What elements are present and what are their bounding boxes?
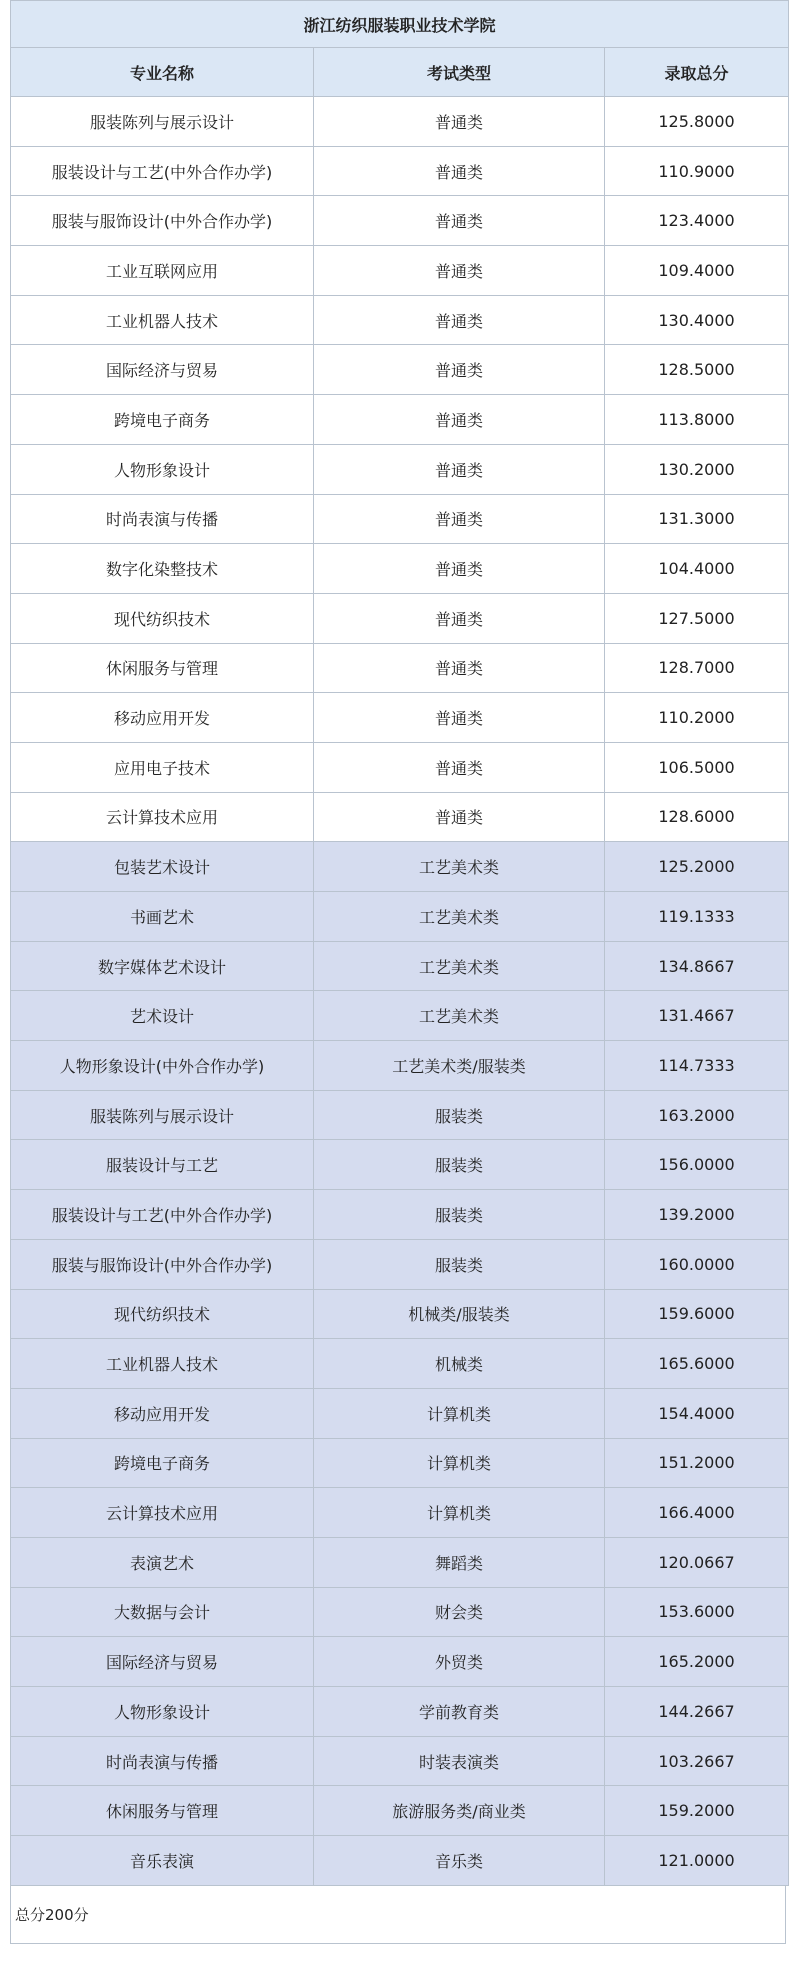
- exam-type-cell: 外贸类: [314, 1637, 605, 1687]
- exam-type-cell: 学前教育类: [314, 1687, 605, 1737]
- total-score-cell: 110.2000: [605, 693, 789, 743]
- exam-type-cell: 普通类: [314, 295, 605, 345]
- major-name-cell: 人物形象设计: [11, 444, 314, 494]
- major-name-cell: 时尚表演与传播: [11, 494, 314, 544]
- exam-type-cell: 普通类: [314, 444, 605, 494]
- table-row: [11, 1488, 789, 1538]
- total-score-cell: 125.8000: [605, 97, 789, 147]
- exam-type-cell: 服装类: [314, 1090, 605, 1140]
- exam-type-cell: 普通类: [314, 593, 605, 643]
- table-row: [11, 97, 789, 147]
- major-name-cell: 现代纺织技术: [11, 1289, 314, 1339]
- exam-type-cell: 旅游服务类/商业类: [314, 1786, 605, 1836]
- table-row: [11, 1736, 789, 1786]
- major-name-cell: 工业机器人技术: [11, 1339, 314, 1389]
- table-row: [11, 1190, 789, 1240]
- table-row: [11, 1140, 789, 1190]
- header-exam-type: 考试类型: [314, 48, 605, 97]
- table-row: [11, 593, 789, 643]
- major-name-cell: 休闲服务与管理: [11, 643, 314, 693]
- table-row: [11, 941, 789, 991]
- total-score-cell: 151.2000: [605, 1438, 789, 1488]
- exam-type-cell: 工艺美术类: [314, 941, 605, 991]
- table-row: [11, 1438, 789, 1488]
- total-score-cell: 106.5000: [605, 742, 789, 792]
- exam-type-cell: 时装表演类: [314, 1736, 605, 1786]
- major-name-cell: 跨境电子商务: [11, 395, 314, 445]
- major-name-cell: 数字化染整技术: [11, 544, 314, 594]
- major-name-cell: 工业互联网应用: [11, 246, 314, 296]
- major-name-cell: 现代纺织技术: [11, 593, 314, 643]
- exam-type-cell: 普通类: [314, 97, 605, 147]
- major-name-cell: 书画艺术: [11, 892, 314, 942]
- exam-type-cell: 普通类: [314, 742, 605, 792]
- total-score-cell: 144.2667: [605, 1687, 789, 1737]
- major-name-cell: 人物形象设计(中外合作办学): [11, 1041, 314, 1091]
- total-score-cell: 127.5000: [605, 593, 789, 643]
- exam-type-cell: 财会类: [314, 1587, 605, 1637]
- exam-type-cell: 服装类: [314, 1239, 605, 1289]
- major-name-cell: 包装艺术设计: [11, 842, 314, 892]
- table-row: [11, 892, 789, 942]
- major-name-cell: 休闲服务与管理: [11, 1786, 314, 1836]
- major-name-cell: 服装设计与工艺: [11, 1140, 314, 1190]
- major-name-cell: 表演艺术: [11, 1537, 314, 1587]
- table-title: 浙江纺织服装职业技术学院: [11, 1, 789, 48]
- total-score-cell: 128.5000: [605, 345, 789, 395]
- exam-type-cell: 计算机类: [314, 1438, 605, 1488]
- table-row: [11, 1836, 789, 1886]
- table-title-row: [11, 1, 789, 48]
- total-score-cell: 130.4000: [605, 295, 789, 345]
- exam-type-cell: 音乐类: [314, 1836, 605, 1886]
- table-row: [11, 991, 789, 1041]
- table-row: [11, 1587, 789, 1637]
- major-name-cell: 音乐表演: [11, 1836, 314, 1886]
- total-score-cell: 104.4000: [605, 544, 789, 594]
- total-score-cell: 159.2000: [605, 1786, 789, 1836]
- exam-type-cell: 普通类: [314, 146, 605, 196]
- total-score-cell: 165.2000: [605, 1637, 789, 1687]
- exam-type-cell: 普通类: [314, 395, 605, 445]
- table-row: [11, 395, 789, 445]
- table-row: [11, 1339, 789, 1389]
- total-score-cell: 123.4000: [605, 196, 789, 246]
- total-score-cell: 154.4000: [605, 1388, 789, 1438]
- exam-type-cell: 服装类: [314, 1140, 605, 1190]
- table-row: [11, 643, 789, 693]
- table-row: [11, 1687, 789, 1737]
- total-score-cell: 153.6000: [605, 1587, 789, 1637]
- table-row: [11, 1786, 789, 1836]
- total-score-cell: 131.3000: [605, 494, 789, 544]
- exam-type-cell: 普通类: [314, 544, 605, 594]
- exam-type-cell: 普通类: [314, 246, 605, 296]
- total-score-cell: 103.2667: [605, 1736, 789, 1786]
- total-score-cell: 134.8667: [605, 941, 789, 991]
- exam-type-cell: 机械类: [314, 1339, 605, 1389]
- total-score-cell: 160.0000: [605, 1239, 789, 1289]
- major-name-cell: 云计算技术应用: [11, 1488, 314, 1538]
- major-name-cell: 服装设计与工艺(中外合作办学): [11, 1190, 314, 1240]
- table-row: [11, 295, 789, 345]
- table-row: [11, 742, 789, 792]
- total-score-cell: 131.4667: [605, 991, 789, 1041]
- major-name-cell: 国际经济与贸易: [11, 1637, 314, 1687]
- total-score-cell: 114.7333: [605, 1041, 789, 1091]
- table-row: [11, 1041, 789, 1091]
- exam-type-cell: 工艺美术类: [314, 842, 605, 892]
- total-score-cell: 166.4000: [605, 1488, 789, 1538]
- table-row: [11, 444, 789, 494]
- table-row: [11, 693, 789, 743]
- score-note: 总分200分: [10, 1886, 786, 1944]
- total-score-cell: 125.2000: [605, 842, 789, 892]
- table-row: [11, 842, 789, 892]
- total-score-cell: 120.0667: [605, 1537, 789, 1587]
- exam-type-cell: 工艺美术类/服装类: [314, 1041, 605, 1091]
- major-name-cell: 时尚表演与传播: [11, 1736, 314, 1786]
- exam-type-cell: 普通类: [314, 196, 605, 246]
- table-row: [11, 246, 789, 296]
- exam-type-cell: 舞蹈类: [314, 1537, 605, 1587]
- total-score-cell: 128.6000: [605, 792, 789, 842]
- header-major-name: 专业名称: [11, 48, 314, 97]
- exam-type-cell: 普通类: [314, 494, 605, 544]
- table-row: [11, 792, 789, 842]
- table-row: [11, 1537, 789, 1587]
- table-row: [11, 1090, 789, 1140]
- total-score-cell: 139.2000: [605, 1190, 789, 1240]
- table-row: [11, 1239, 789, 1289]
- major-name-cell: 服装与服饰设计(中外合作办学): [11, 1239, 314, 1289]
- exam-type-cell: 普通类: [314, 693, 605, 743]
- major-name-cell: 服装陈列与展示设计: [11, 1090, 314, 1140]
- table-row: [11, 1637, 789, 1687]
- major-name-cell: 工业机器人技术: [11, 295, 314, 345]
- major-name-cell: 服装设计与工艺(中外合作办学): [11, 146, 314, 196]
- total-score-cell: 121.0000: [605, 1836, 789, 1886]
- exam-type-cell: 工艺美术类: [314, 991, 605, 1041]
- table-row: [11, 494, 789, 544]
- total-score-cell: 163.2000: [605, 1090, 789, 1140]
- major-name-cell: 跨境电子商务: [11, 1438, 314, 1488]
- major-name-cell: 数字媒体艺术设计: [11, 941, 314, 991]
- major-name-cell: 服装与服饰设计(中外合作办学): [11, 196, 314, 246]
- header-total-score: 录取总分: [605, 48, 789, 97]
- admission-table-container: [10, 0, 800, 1944]
- total-score-cell: 110.9000: [605, 146, 789, 196]
- total-score-cell: 113.8000: [605, 395, 789, 445]
- major-name-cell: 国际经济与贸易: [11, 345, 314, 395]
- total-score-cell: 109.4000: [605, 246, 789, 296]
- total-score-cell: 159.6000: [605, 1289, 789, 1339]
- major-name-cell: 移动应用开发: [11, 1388, 314, 1438]
- exam-type-cell: 机械类/服装类: [314, 1289, 605, 1339]
- table-row: [11, 146, 789, 196]
- table-row: [11, 544, 789, 594]
- total-score-cell: 128.7000: [605, 643, 789, 693]
- major-name-cell: 云计算技术应用: [11, 792, 314, 842]
- exam-type-cell: 普通类: [314, 792, 605, 842]
- table-header-row: [11, 48, 789, 97]
- major-name-cell: 大数据与会计: [11, 1587, 314, 1637]
- total-score-cell: 119.1333: [605, 892, 789, 942]
- major-name-cell: 服装陈列与展示设计: [11, 97, 314, 147]
- table-row: [11, 1289, 789, 1339]
- total-score-cell: 165.6000: [605, 1339, 789, 1389]
- major-name-cell: 应用电子技术: [11, 742, 314, 792]
- admission-score-table: [10, 0, 789, 1886]
- major-name-cell: 人物形象设计: [11, 1687, 314, 1737]
- exam-type-cell: 工艺美术类: [314, 892, 605, 942]
- exam-type-cell: 计算机类: [314, 1388, 605, 1438]
- table-row: [11, 345, 789, 395]
- major-name-cell: 移动应用开发: [11, 693, 314, 743]
- table-row: [11, 1388, 789, 1438]
- exam-type-cell: 计算机类: [314, 1488, 605, 1538]
- exam-type-cell: 服装类: [314, 1190, 605, 1240]
- total-score-cell: 156.0000: [605, 1140, 789, 1190]
- exam-type-cell: 普通类: [314, 345, 605, 395]
- exam-type-cell: 普通类: [314, 643, 605, 693]
- major-name-cell: 艺术设计: [11, 991, 314, 1041]
- table-row: [11, 196, 789, 246]
- total-score-cell: 130.2000: [605, 444, 789, 494]
